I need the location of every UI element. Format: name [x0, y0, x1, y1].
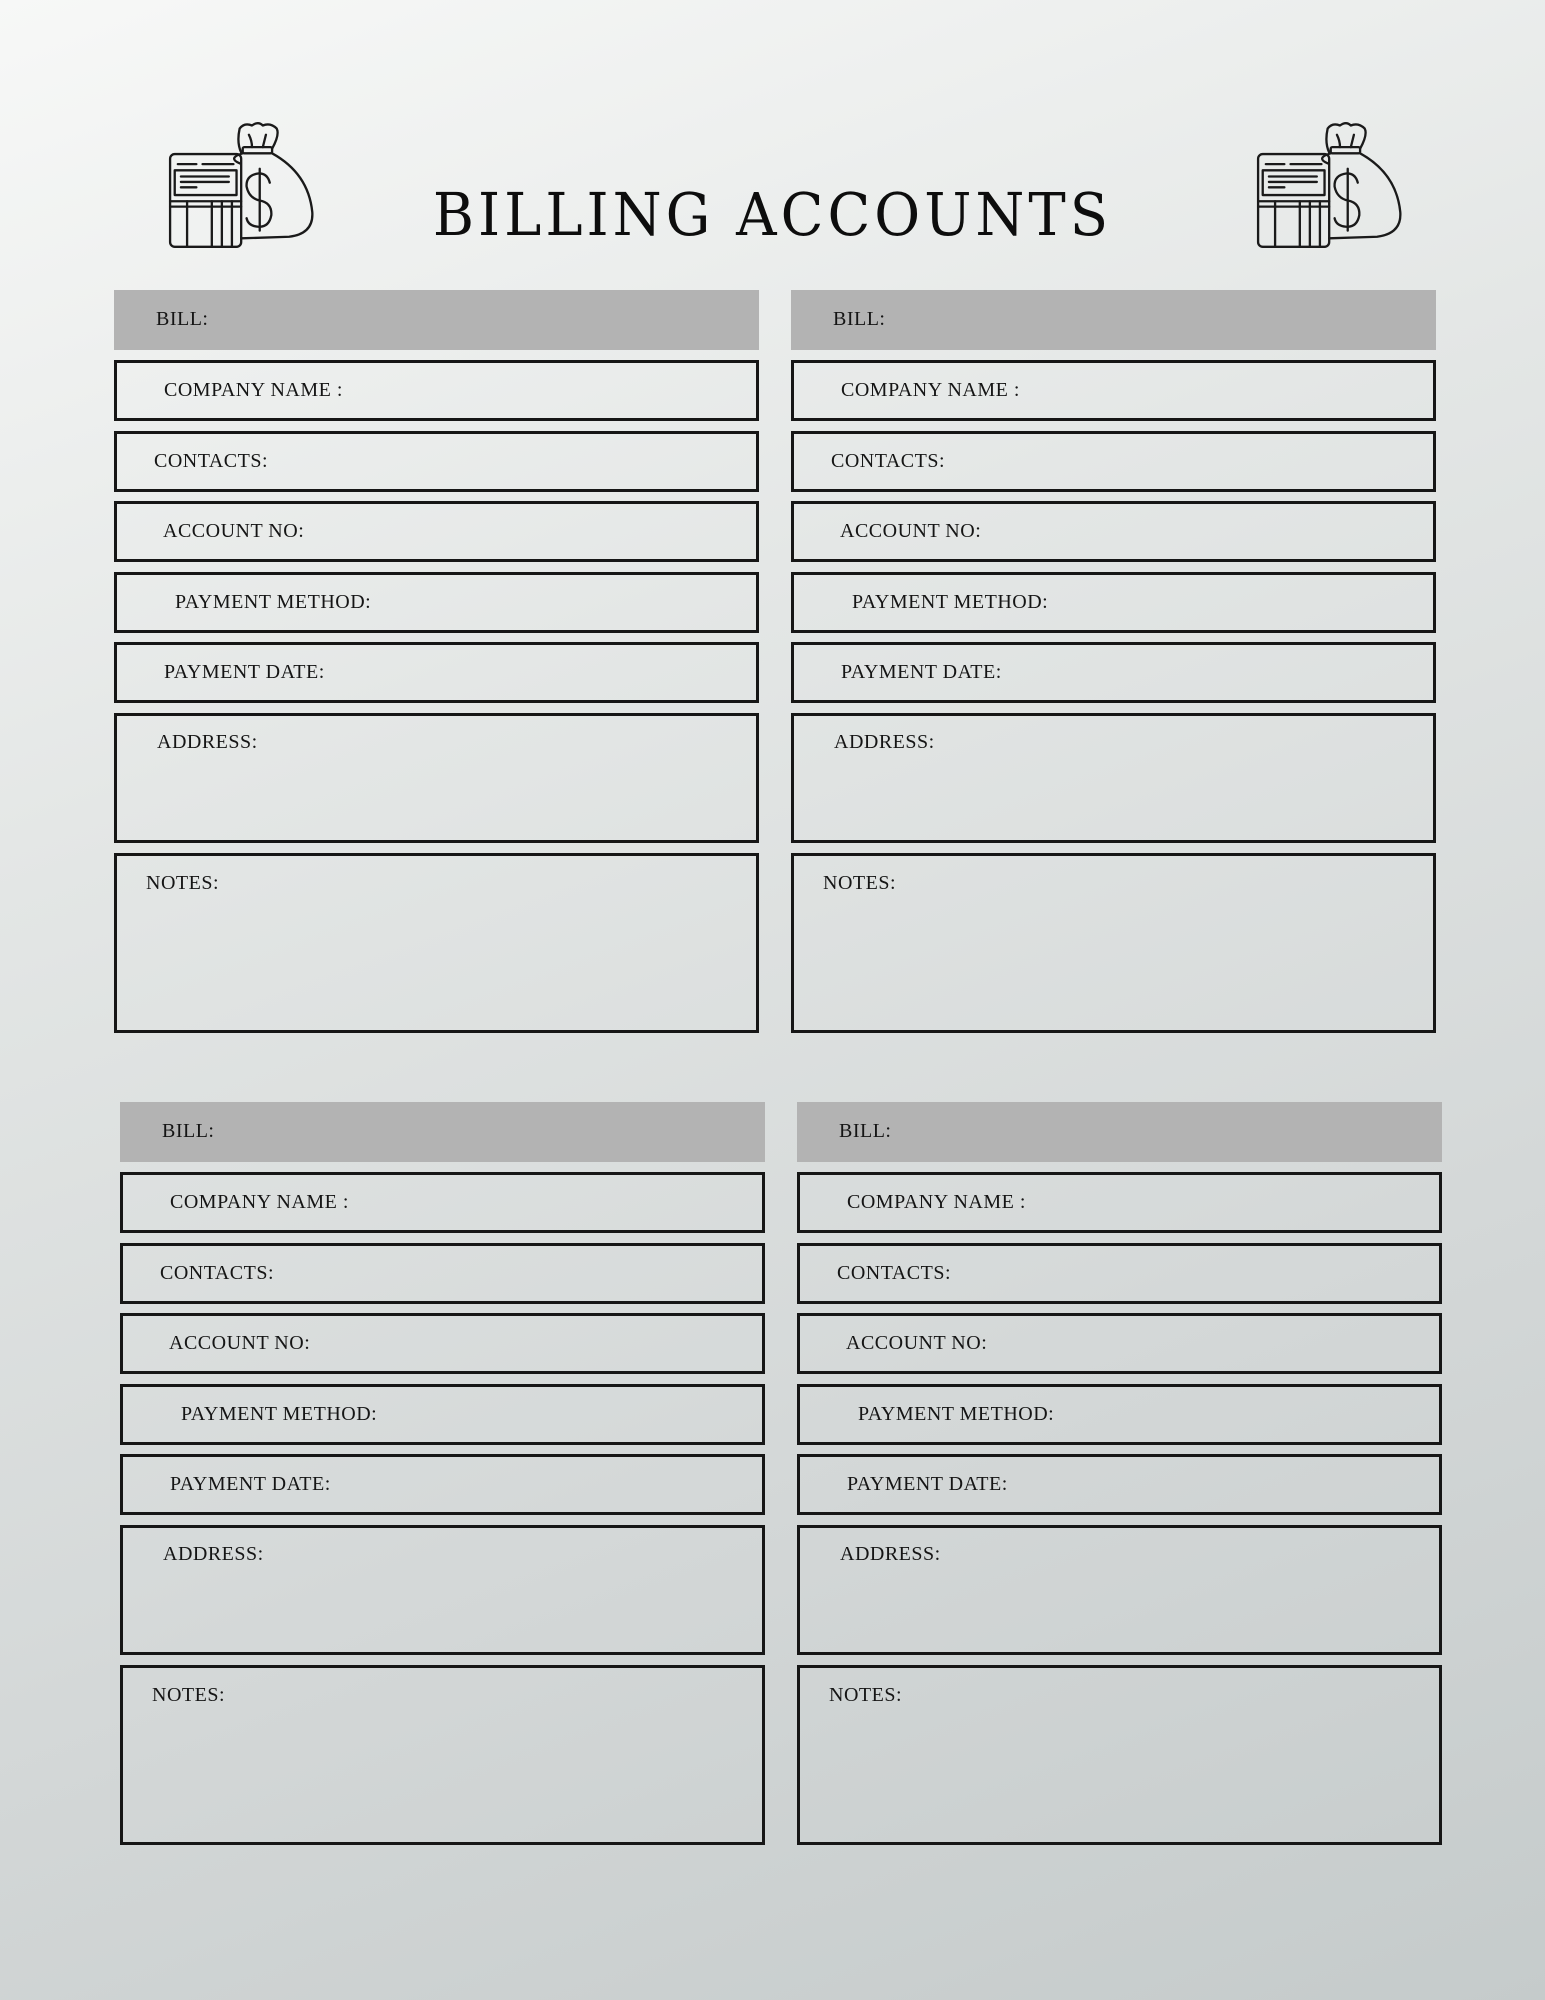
payment-date-field[interactable]	[791, 642, 1436, 703]
payment-method-label: PAYMENT METHOD:	[175, 591, 372, 613]
company-name-label: COMPANY NAME :	[847, 1191, 1026, 1213]
payment-method-field[interactable]	[791, 572, 1436, 633]
company-name-label: COMPANY NAME :	[841, 379, 1020, 401]
bill-header[interactable]	[791, 290, 1436, 350]
account-no-label: ACCOUNT NO:	[846, 1332, 988, 1354]
account-no-field[interactable]	[791, 501, 1436, 562]
address-label: ADDRESS:	[157, 731, 258, 753]
bill-header[interactable]	[797, 1102, 1442, 1162]
payment-method-label: PAYMENT METHOD:	[852, 591, 1049, 613]
payment-method-label: PAYMENT METHOD:	[858, 1403, 1055, 1425]
notes-field[interactable]	[797, 1665, 1442, 1845]
bill-label: BILL:	[839, 1120, 892, 1142]
account-no-field[interactable]	[797, 1313, 1442, 1374]
address-label: ADDRESS:	[163, 1543, 264, 1565]
account-no-label: ACCOUNT NO:	[840, 520, 982, 542]
billing-form-4	[797, 1102, 1442, 1847]
address-field[interactable]	[791, 713, 1436, 843]
billing-form-2	[791, 290, 1436, 1035]
invoice-money-bag-icon	[1238, 100, 1408, 270]
company-name-field[interactable]	[120, 1172, 765, 1233]
notes-field[interactable]	[791, 853, 1436, 1033]
contacts-field[interactable]	[797, 1243, 1442, 1304]
billing-form-3	[120, 1102, 765, 1847]
notes-label: NOTES:	[823, 872, 896, 894]
page-title: BILLING ACCOUNTS	[432, 180, 1113, 250]
address-label: ADDRESS:	[840, 1543, 941, 1565]
invoice-money-bag-icon	[150, 100, 320, 270]
contacts-label: CONTACTS:	[831, 450, 946, 472]
company-name-field[interactable]	[791, 360, 1436, 421]
company-name-label: COMPANY NAME :	[170, 1191, 349, 1213]
contacts-label: CONTACTS:	[154, 450, 269, 472]
notes-label: NOTES:	[829, 1684, 902, 1706]
address-label: ADDRESS:	[834, 731, 935, 753]
bill-header[interactable]	[120, 1102, 765, 1162]
contacts-field[interactable]	[791, 431, 1436, 492]
contacts-label: CONTACTS:	[837, 1262, 952, 1284]
contacts-field[interactable]	[114, 431, 759, 492]
company-name-field[interactable]	[114, 360, 759, 421]
address-field[interactable]	[797, 1525, 1442, 1655]
payment-method-field[interactable]	[120, 1384, 765, 1445]
contacts-label: CONTACTS:	[160, 1262, 275, 1284]
account-no-field[interactable]	[120, 1313, 765, 1374]
contacts-field[interactable]	[120, 1243, 765, 1304]
account-no-label: ACCOUNT NO:	[163, 520, 305, 542]
notes-label: NOTES:	[152, 1684, 225, 1706]
payment-date-field[interactable]	[120, 1454, 765, 1515]
billing-form-1	[114, 290, 759, 1035]
company-name-field[interactable]	[797, 1172, 1442, 1233]
notes-label: NOTES:	[146, 872, 219, 894]
bill-header[interactable]	[114, 290, 759, 350]
payment-date-field[interactable]	[114, 642, 759, 703]
payment-date-label: PAYMENT DATE:	[847, 1473, 1008, 1495]
account-no-field[interactable]	[114, 501, 759, 562]
payment-date-label: PAYMENT DATE:	[841, 661, 1002, 683]
notes-field[interactable]	[114, 853, 759, 1033]
payment-method-field[interactable]	[797, 1384, 1442, 1445]
address-field[interactable]	[114, 713, 759, 843]
notes-field[interactable]	[120, 1665, 765, 1845]
payment-date-label: PAYMENT DATE:	[170, 1473, 331, 1495]
payment-date-label: PAYMENT DATE:	[164, 661, 325, 683]
bill-label: BILL:	[162, 1120, 215, 1142]
payment-method-field[interactable]	[114, 572, 759, 633]
account-no-label: ACCOUNT NO:	[169, 1332, 311, 1354]
payment-method-label: PAYMENT METHOD:	[181, 1403, 378, 1425]
address-field[interactable]	[120, 1525, 765, 1655]
bill-label: BILL:	[156, 308, 209, 330]
company-name-label: COMPANY NAME :	[164, 379, 343, 401]
payment-date-field[interactable]	[797, 1454, 1442, 1515]
bill-label: BILL:	[833, 308, 886, 330]
